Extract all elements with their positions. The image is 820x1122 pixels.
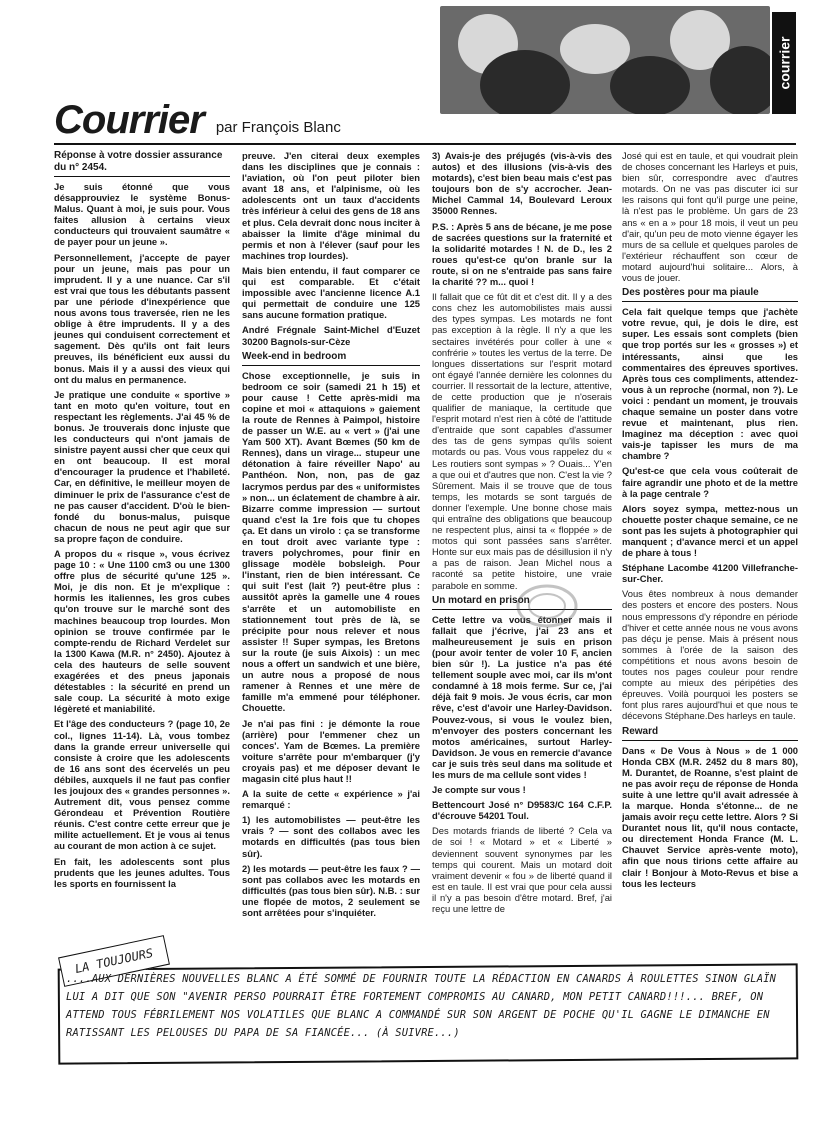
byline: par François Blanc bbox=[215, 119, 341, 136]
paragraph: Qu'est-ce que cela vous coûterait de faire agrandir une photo et de la mettre à la page centrale ? bbox=[622, 465, 798, 499]
letter-heading: Un motard en prison bbox=[432, 595, 612, 610]
paragraph: Je pratique une conduite « sportive » tant en moto qu'en voiture, tout en respectant les règlements. J'ai 45 % de bonus. Je trouverais donc injuste que les conducteurs qui n'ont jamais de sinistre payent aussi cher que ceux qui en ont beaucoup. Il est moral d'encourager la prudence et l'habileté. Car, en définitive, le meilleur moyen de diminuer le prix de l'assurance c'est de ne pas causer d'accident. D'où le bien-fondé du bonus-malus, puisque chacun de nous ne peut agir que sur sa propre façon de conduire. bbox=[54, 388, 230, 544]
stamp-icon bbox=[516, 584, 578, 628]
header-photo bbox=[440, 6, 770, 114]
title-row bbox=[54, 100, 341, 140]
paragraph: A propos du « risque », vous écrivez page 10 : « Une 1100 cm3 ou une 1300 offre plus de sécurité qu'une 125 ». Moi, je dis non. Et je m'explique : hormis les italiennes, les gros cubes qu'on trouve sur le marché sont des machines beaucoup trop lourdes. Mon opinion se trouve confirmée par le compte-rendu de Richard Verdelet sur la 1300 Kawa (M.R. n° 2450). Ajoutez à cela des hauteurs de selle souvent exagérées et des pneus japonais détestables : la sécurité en prend un sale coup. La sécurité à moto exige légèreté et maniabilité. bbox=[54, 548, 230, 715]
editor-reply: Des motards friands de liberté ? Cela va de soi ! « Motard » et « Liberté » deviennent souvent synonymes par les temps qui courent. Mais un motard doit vraiment devenir « fou » de liberté quand il est en taule. Il est vrai que pour cela aussi il n'y a pas besoin d'être motard. Bref, j'ai reçu une lettre de bbox=[432, 825, 612, 914]
handwritten-note: ....AUX DERNIÈRES NOUVELLES BLANC A ÉTÉ SOMMÉ DE FOURNIR TOUTE LA RÉDACTION EN CANARDS À ROULETTES SINON GLAÏN LUI A DIT QUE SON "AVENIR PERSO POURRAIT ÊTRE FORTEMENT COMPROMIS AU CANARD, MON PETIT CANARD!!!... BREF, ON ATTEND TOUS FÉBRILEMENT NOS VOLATILES QUE BLANC A COMMANDÉ SUR SON ARGENT DE POCHE QU'IL GAGNE LE DIMANCHE EN RATISSANT LES PELOUSES DU PAPA DE SA FIANCÉE... (À SUIVRE...) bbox=[66, 973, 777, 1039]
paragraph: 2) les motards — peut-être les faux ? — sont pas collabos avec les motards en difficultés (pas tous bien sûr). N.B. : sur une flopée de motos, 2 seulement se sont arrêtées pour s'inquiéter. bbox=[242, 862, 420, 918]
paragraph: 1) les automobilistes — peut-être les vrais ? — sont des collabos avec les motards en difficultés (pas tous bien sûr). bbox=[242, 814, 420, 859]
column-2 bbox=[242, 150, 420, 918]
paragraph: P.S. : Après 5 ans de bécane, je me pose de sacrées questions sur la fraternité et la solidarité motardes ! N. de D., les 2 roues qu'est-ce qu'on branle sur la route, si on ne s'entraide pas sans faire la charité ?? m... quoi ! bbox=[432, 220, 612, 288]
paragraph: 3) Avais-je des préjugés (vis-à-vis des autos) et des illusions (vis-à-vis des motards), c'est bien beau mais c'est pas toujours bon de s'y accrocher. Jean-Michel Cammal 14, Boulevard Leroux 35000 Rennes. bbox=[432, 150, 612, 217]
letter-heading: Week-end in bedroom bbox=[242, 351, 420, 366]
column-1 bbox=[54, 150, 230, 918]
editor-reply: Il fallait que ce fût dit et c'est dit. Il y a des cons chez les automobilistes mais aussi des types sympas. Les motards ne font pas exception à la règle. Il n'y a que les sectaires invétérés pour coller à une « confrérie » toutes les vertus de la terre. De longues dissertations sur l'esprit motard ont égayé l'année dernière les colonnes du courrier. Il ressortait de la lecture, attentive, de cette production que je n'oserais qualifier de maniaque, la certitude que l'esprit motard n'est rien à côté de l'attitude d'entraide que sont capables d'assumer des tas de gens sympas qu'ils soient motards ou pas. Vous vous rappelez du « Les routiers sont sympas » ? Ouais... Y'en a que oui et d'autres que non. C'est la vie ? Sûrement. Mais il se trouve que de tous temps, les motards se sont targués de donner l'exemple. Une bonne chose mais qui entraîne des obligations que beaucoup ne respectent plus, ainsi ta « floppée » de motos qui sont passées sans s'arrêter. Honte sur eux mais pas de désillusion il n'y a pas de raison. Jean Michel nous a raconté sa petite histoire, une vraie parabole en somme. bbox=[432, 291, 612, 591]
paragraph: En fait, les adolescents sont plus prudents que les jeunes adultes. Tous les sports en fournissent la bbox=[54, 855, 230, 889]
paragraph: Dans « De Vous à Nous » de 1 000 Honda CBX (M.R. 2452 du 8 mars 80), M. Durantet, de Roanne, s'est plaint de ne pas avoir reçu de réponse de Honda suite à une lettre qu'il avait adressée à la marque. Honda s'étonne... de ne jamais avoir reçu cette lettre. Alors ? Si Durantet nous lit, qu'il nous contacte, ou directement Honda France (M. L. Chauvet Service après-vente moto), afin que nous tirions cette affaire au clair ! Bonjour à Moto-Revus et bise a tous les lecteurs bbox=[622, 744, 798, 889]
paragraph: Mais bien entendu, il faut comparer ce qui est comparable. Et c'était impossible avec l'ancienne licence A.1 qui permettait de conduire une 125 sans aucune formation pratique. bbox=[242, 264, 420, 321]
page-title: Courrier bbox=[54, 98, 204, 142]
letter-heading: Des postères pour ma piaule bbox=[622, 287, 798, 302]
column-3 bbox=[432, 150, 612, 918]
paragraph: Je suis étonné que vous désapprouviez le système Bonus-Malus. Quant à moi, je suis pour. Vous faites allusion à certains vieux conducteurs qui trouvaient saumâtre « de payer pour un jeune ». bbox=[54, 181, 230, 248]
signature: Bettencourt José n° D9583/C 164 C.F.P. d'écrouve 54201 Toul. bbox=[432, 799, 612, 822]
paragraph: preuve. J'en citerai deux exemples dans les disciplines que je connais : l'aviation, où l'on peut piloter bien avant 18 ans, et l'alpinisme, où les adolescents ont un taux d'accidents très inférieur à celui des gens de 18 ans et plus. Cela devrait donc nous inciter à abaisser la limite d'âge minimal du permis et non à l'élever (sauf pour les machines trop lourdes). bbox=[242, 150, 420, 261]
letter-heading: Réponse à votre dossier assurance du n° 2454. bbox=[54, 150, 230, 177]
section-tab bbox=[772, 12, 796, 114]
paragraph: Alors soyez sympa, mettez-nous un chouette poster chaque semaine, ce ne sont pas les sujets à photographier qui manquent ; d'avance merci et un appel de phare à tous ! bbox=[622, 502, 798, 559]
signature: Stéphane Lacombe 41200 Villefranche-sur-Cher. bbox=[622, 562, 798, 585]
paragraph: Personnellement, j'accepte de payer pour un jeune, mais pas pour un imprudent. Il y a une nuance. Car s'il est vrai que tous les débutants passent par une période d'inexpérience que nous avons tous traversée, rien ne les oblige à être imprudents. Il y a des jeunes qui conduisent correctement et sagement. Dès qu'ils ont fait leurs preuves, ils bénéficient eux aussi du bonus. Mais il y a aussi des vieux qui ont du malus en permanence. bbox=[54, 251, 230, 385]
column-4 bbox=[622, 150, 798, 918]
paragraph: Cela fait quelque temps que j'achète votre revue, qui, je dois le dire, est super. Les essais sont complets (bien que trop portés sur les « grosses ») et intéressants, ainsi que les commentaires des épreuves sportives. Après tous ces compliments, attendez-vous à un reproche (normal, non ?). Le voici : pendant un moment, je trouvais chaque semaine un poster dans votre revue et maintenant, plus rien. Imaginez ma déception : avec quoi vais-je tapisser les murs de ma chambre ? bbox=[622, 306, 798, 462]
paragraph: Je compte sur vous ! bbox=[432, 784, 526, 796]
title-rule bbox=[54, 143, 796, 145]
paragraph: Et l'âge des conducteurs ? (page 10, 2e col., lignes 11-14). Là, vous tombez dans la grande erreur universelle qui consiste à croire que les adolescents de 16 ans sont des écervelés un peu débiles, auxquels il ne faut pas confier les joujoux des « grandes personnes ». Autrement dit, vous pensez comme Gérondeau et Prévention Routière réunis. C'est contre cette erreur que je milite actuellement. Et je vous ai tenus au courant de mon action à ce sujet. bbox=[54, 718, 230, 852]
paragraph: Cette lettre va vous étonner mais il fallait que j'écrive, j'ai 23 ans et malheureusement je suis en prison (pour avoir tenter de voler 10 F, ancien bien sûr !). La justice n'a pas été tellement souple avec moi, car ils m'ont condamné à 18 mois ferme. Sur ce, j'ai déjà fait 9 mois. Je vous écris, car mon rêve, c'est d'avoir une Harley-Davidson. Pouvez-vous, si vous le voulez bien, m'envoyer des posters concernant les motos américaines, surtout Harley-Davidson. Je vous en remercie d'avance car je suis très seul dans ma solitude et les murs de ma cellule sont vides ! bbox=[432, 613, 612, 780]
paragraph: A la suite de cette « expérience » j'ai remarqué : bbox=[242, 788, 420, 811]
section-tab-label: courrier bbox=[776, 36, 793, 90]
signature: André Frégnale Saint-Michel d'Euzet 30200 Bagnols-sur-Cèze bbox=[242, 324, 420, 347]
letter-heading: Reward bbox=[622, 726, 798, 741]
editor-reply: José qui est en taule, et qui voudrait plein de choses concernant les Harleys et puis, bien sûr, correspondre avec d'autres motards. On ne vas pas discuter ici sur les raisons qui font qu'il purge une peine, là n'est pas le problème. Un gars de 23 ans « en a » pour 18 mois, il veut un peu d'air, qu'un peu de moto vienne égayer les murs de sa cellule et quelques paroles de l'extérieur réchauffent son cœur de motard aujourd'hui solitaire... Alors, à vous de jouer. bbox=[622, 150, 798, 284]
paragraph: Chose exceptionnelle, je suis in bedroom ce soir (samedi 21 h 15) et pour cause ! Cette après-midi ma copine et moi « attaquions » gaiement la route de Rennes à Paimpol, histoire de passer un W.E. au « vert » (j'ai une Yam 500 XT). Avant Bœmes (50 km de Rennes), dans un virage... stupeur une détonation à faire réveiller Napo' au Panthéon. Non, non, pas de gaz lacrymos perdus par des « uniformistes » non... un éclatement de chambre à air. Bizarre comme impression — surtout quand c'est la 1re fois que tu chopes ça. Et dans un virolo : ça se transforme en tout droit avec variante type : travers polychromes, pour finir en glissage modèle bobsleigh. Pour l'instant, rien de bien intéressant. Ce qui suit l'est (lait ?) peut-être plus : aussitôt après la gamelle une 4 roues s'arrête et un automobiliste en stationnement tout près de là, se précipite pour nous relever et nous assister !! Super sympas, les Bretons sur la route (je suis Aixois) : un mec nous a offert un sandwich et une bière, un autre nous a proposé de nous ramener à Rennes et une mère de famille m'a emmené pour téléphoner. Chouette. bbox=[242, 369, 420, 714]
paragraph: Je n'ai pas fini : je démonte la roue (arrière) pour l'emmener chez un conces'. Yam de Bœmes. La première voiture s'arrête pour m'embarquer (j'y croyais pas) et me déposer devant le magasin cité plus haut !! bbox=[242, 717, 420, 784]
handwritten-label: LA TOUJOURS bbox=[58, 935, 170, 987]
editor-reply: Vous êtes nombreux à nous demander des posters et encore des posters. Nous nous empressons d'y répondre en période d'hiver et cette année nous ne vous avons pas déçu je pense. Mais à présent nous sommes à l'orée de la saison des compétitions et nous avons besoin de toutes nos pages couleur pour rendre compte au mieux des péripéties des épreuves. Voilà pourquoi les posters se font plus rares aujourd'hui et que nous te décevons Stéphane.Des harleys en taule. bbox=[622, 588, 798, 722]
